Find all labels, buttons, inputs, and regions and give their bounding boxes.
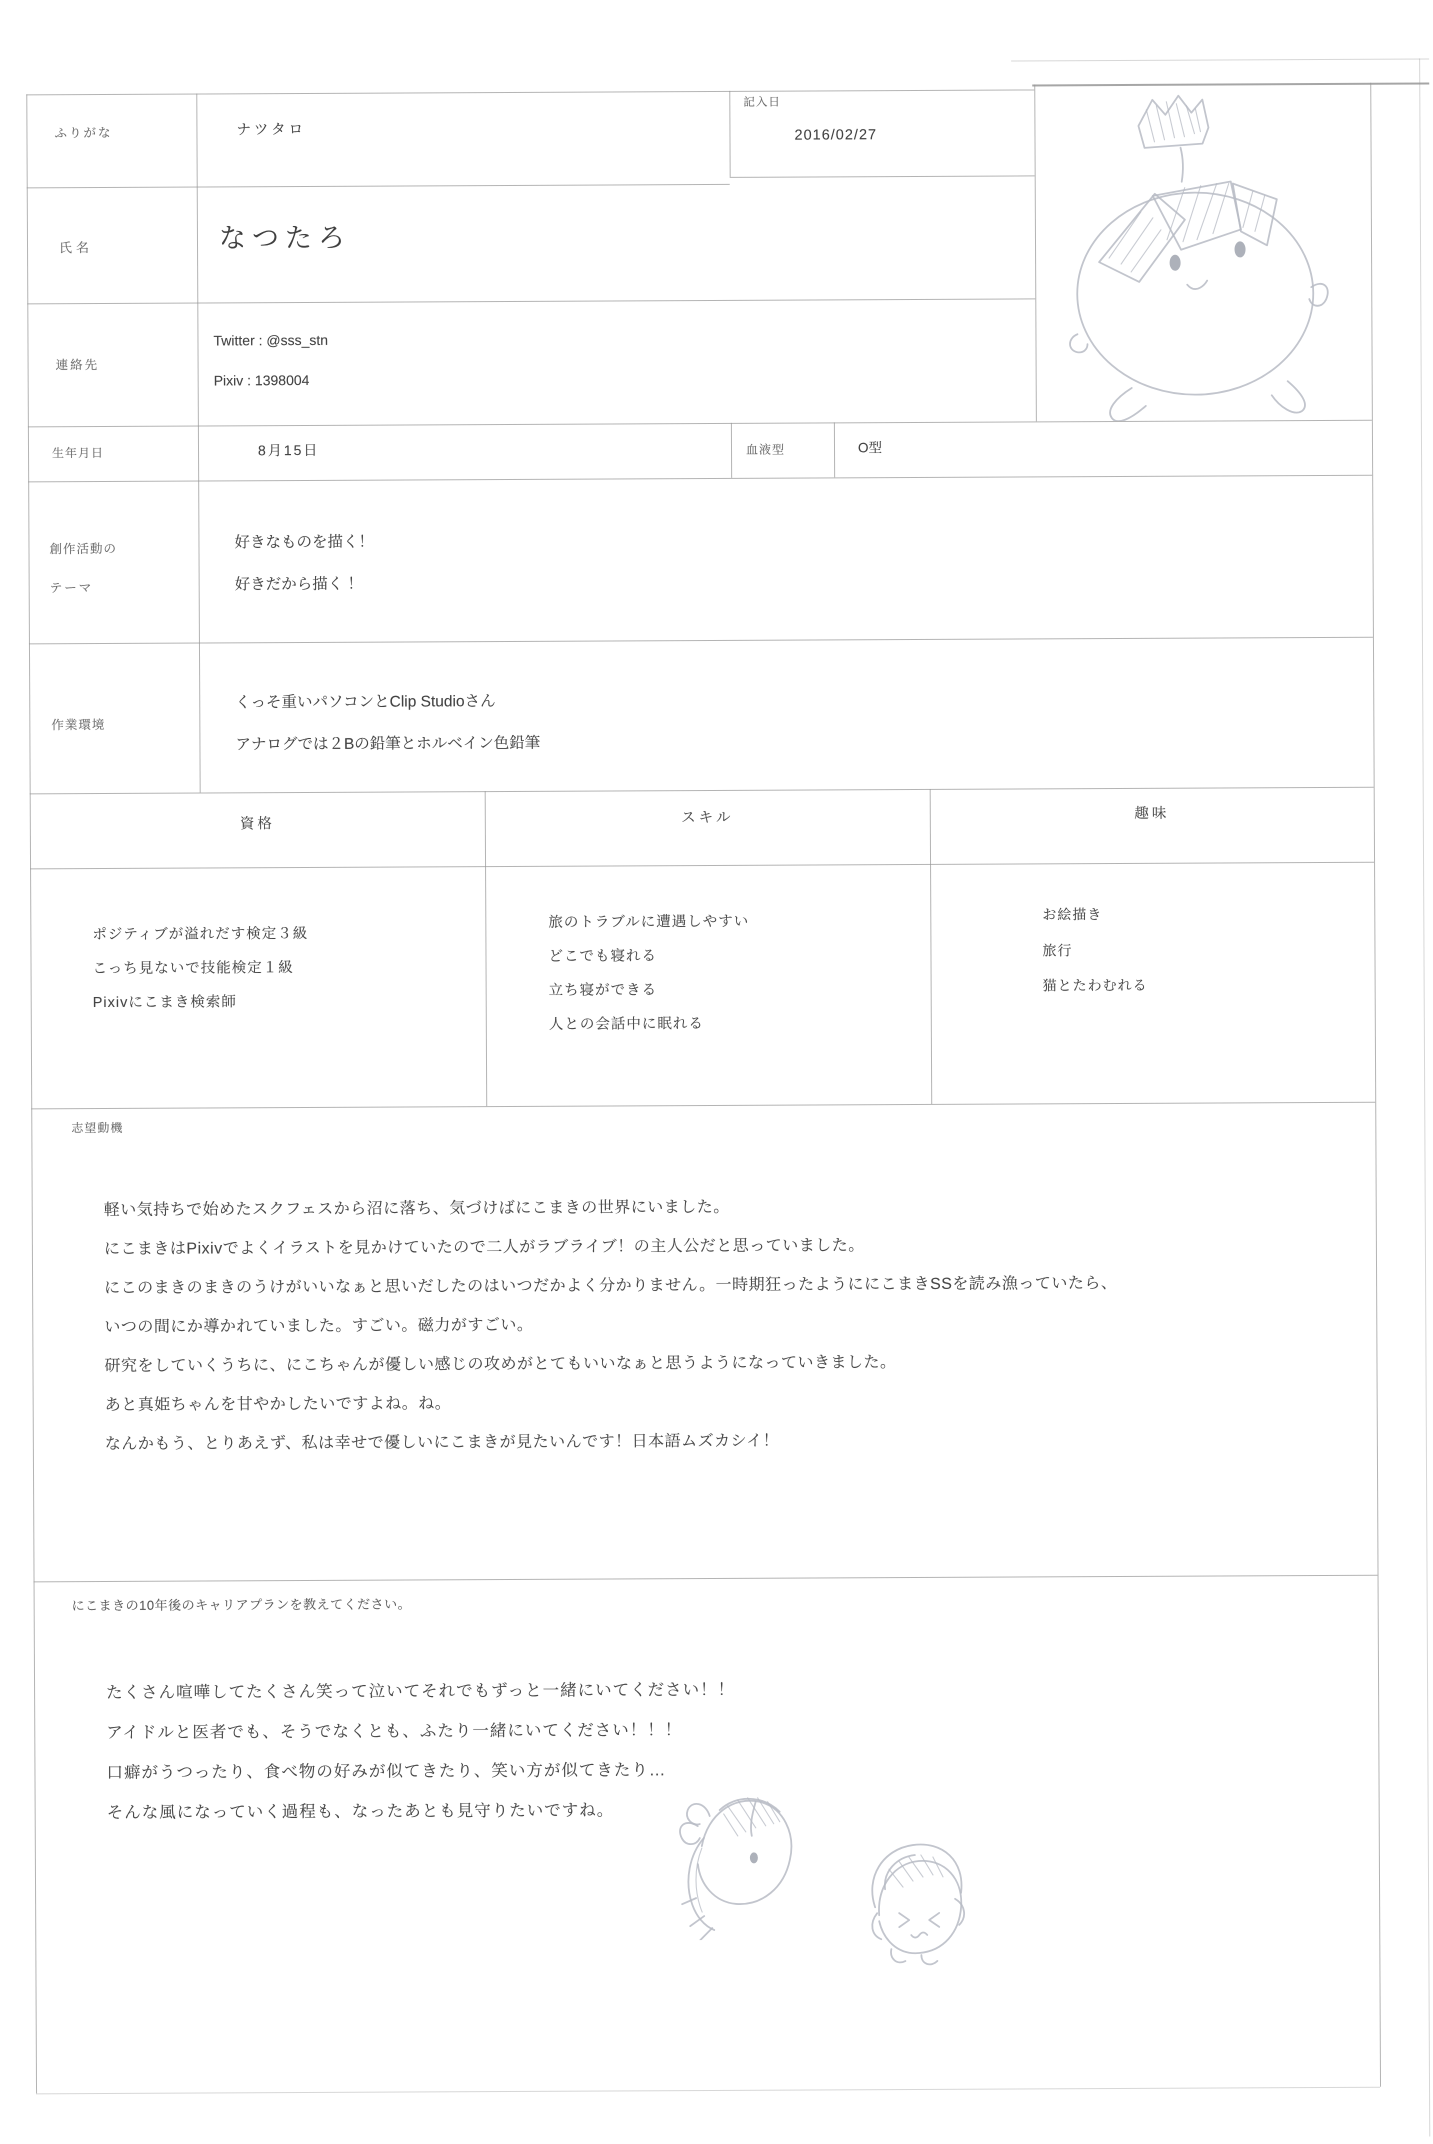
career-answer-line: そんな風になっていく過程も、なったあとも見守りたいですね。 [106, 1801, 615, 1822]
grid-line [31, 1102, 1375, 1110]
career-question: にこまきの10年後のキャリアプランを教えてください。 [71, 1596, 412, 1614]
career-answer-line: たくさん喧嘩してたくさん笑って泣いてそれでもずっと一緒にいてください！！ [106, 1680, 736, 1702]
page-edge-line [1011, 59, 1429, 62]
blood-type-label: 血液型 [745, 442, 786, 457]
career-answer-line: 口癖がうつったり、食べ物の好みが似てきたり、笑い方が似てきたり… [106, 1761, 667, 1782]
qualification-item: こっち見ないで技能検定１級 [92, 960, 294, 978]
hobby-item: 猫とたわむれる [1042, 976, 1148, 994]
grid-line [26, 94, 37, 2093]
grid-line [485, 791, 488, 1106]
environment-line: くっそ重いパソコンとClip Studioさん [235, 693, 496, 712]
page-edge-line [1419, 59, 1430, 2137]
grid-line [34, 1575, 1378, 1583]
contact-pixiv: Pixiv : 1398004 [213, 371, 310, 389]
motivation-line: なんかもう、とりあえず、私は幸せで優しいにこまきが見たいんです！日本語ムズカシイ！ [104, 1432, 780, 1453]
motivation-line: にこのまきのまきのうけがいいなぁと思いだしたのはいつだかよく分かりません。一時期狂ったようににこまきSSを読み漁っていたら、 [104, 1275, 1118, 1297]
grid-line [1370, 83, 1381, 2087]
maki-chibi-sketch [855, 1829, 976, 1990]
motivation-line: いつの間にか導かれていました。すごい。磁力がすごい。 [104, 1316, 534, 1336]
contact-twitter: Twitter : @sss_stn [213, 331, 329, 349]
grid-line [29, 637, 1373, 645]
nico-chibi-sketch [667, 1768, 793, 1941]
birthday-value: 8月15日 [257, 441, 320, 459]
hobby-item: お絵描き [1042, 906, 1103, 923]
grid-line [27, 184, 730, 188]
career-answer-paragraph [106, 1670, 736, 1833]
motivation-line: 軽い気持ちで始めたスクフェスから沼に落ち、気づけばにこまきの世界にいました。 [103, 1198, 730, 1219]
grid-line [729, 91, 730, 177]
environment-line: アナログでは２Bの鉛筆とホルベイン色鉛筆 [235, 734, 541, 754]
hobbies-header: 趣味 [1134, 805, 1170, 822]
grid-line [28, 420, 1372, 428]
skill-item: 立ち寝ができる [548, 982, 658, 999]
contact-label: 連絡先 [55, 358, 100, 373]
motivation-line: あと真姫ちゃんを甘やかしたいですよね。ね。 [104, 1395, 452, 1414]
theme-line: 好きなものを描く！ [234, 533, 375, 552]
skills-header: スキル [681, 809, 734, 827]
skill-item: 旅のトラブルに遭遇しやすい [548, 913, 750, 931]
career-answer-line: アイドルと医者でも、そうでなくとも、ふたり一緒にいてください！！！ [106, 1721, 683, 1742]
qualification-item: Pixivにこまき検索師 [92, 994, 237, 1012]
qualifications-header: 資格 [239, 816, 275, 833]
motivation-line: にこまきはPixivでよくイラストを見かけていたので二人がラブライブ！の主人公だと思っていました。 [103, 1237, 865, 1258]
hobby-item: 旅行 [1042, 942, 1073, 959]
qualification-item: ポジティブが溢れだす検定３級 [92, 925, 309, 944]
blood-type-value: O型 [857, 440, 883, 456]
grid-line [930, 789, 933, 1104]
grid-line [730, 175, 1035, 177]
grid-line [36, 2087, 1380, 2095]
mascot-sketch [1034, 81, 1372, 422]
motivation-paragraph [104, 1186, 1119, 1464]
motivation-label: 志望動機 [71, 1120, 124, 1136]
grid-line [196, 94, 200, 793]
motivation-line: 研究をしていくうちに、にこちゃんが優しい感じの攻めがとてもいいなぁと思うようになっていきました。 [104, 1354, 897, 1375]
grid-line [26, 89, 1034, 95]
skill-item: 人との会話中に眠れる [548, 1016, 704, 1033]
environment-label: 作業環境 [51, 717, 106, 733]
entry-date-value: 2016/02/27 [794, 127, 878, 144]
theme-label-line2: テーマ [49, 581, 94, 596]
skill-item: どこでも寝れる [548, 948, 658, 965]
grid-line [30, 862, 1374, 870]
entry-date-label: 記入日 [743, 96, 781, 109]
furigana-label: ふりがな [54, 125, 113, 141]
grid-line [27, 298, 1035, 304]
theme-label-line1: 創作活動の [49, 541, 118, 557]
furigana-value: ナツタロ [236, 121, 307, 139]
grid-line [731, 423, 732, 478]
grid-line [28, 475, 1372, 483]
grid-line [834, 422, 835, 477]
birthday-label: 生年月日 [51, 445, 105, 461]
grid-line [30, 787, 1374, 795]
name-value: なつたろ [218, 222, 352, 254]
theme-line: 好きだから描く ！ [234, 575, 364, 594]
name-label: 氏名 [58, 240, 94, 256]
